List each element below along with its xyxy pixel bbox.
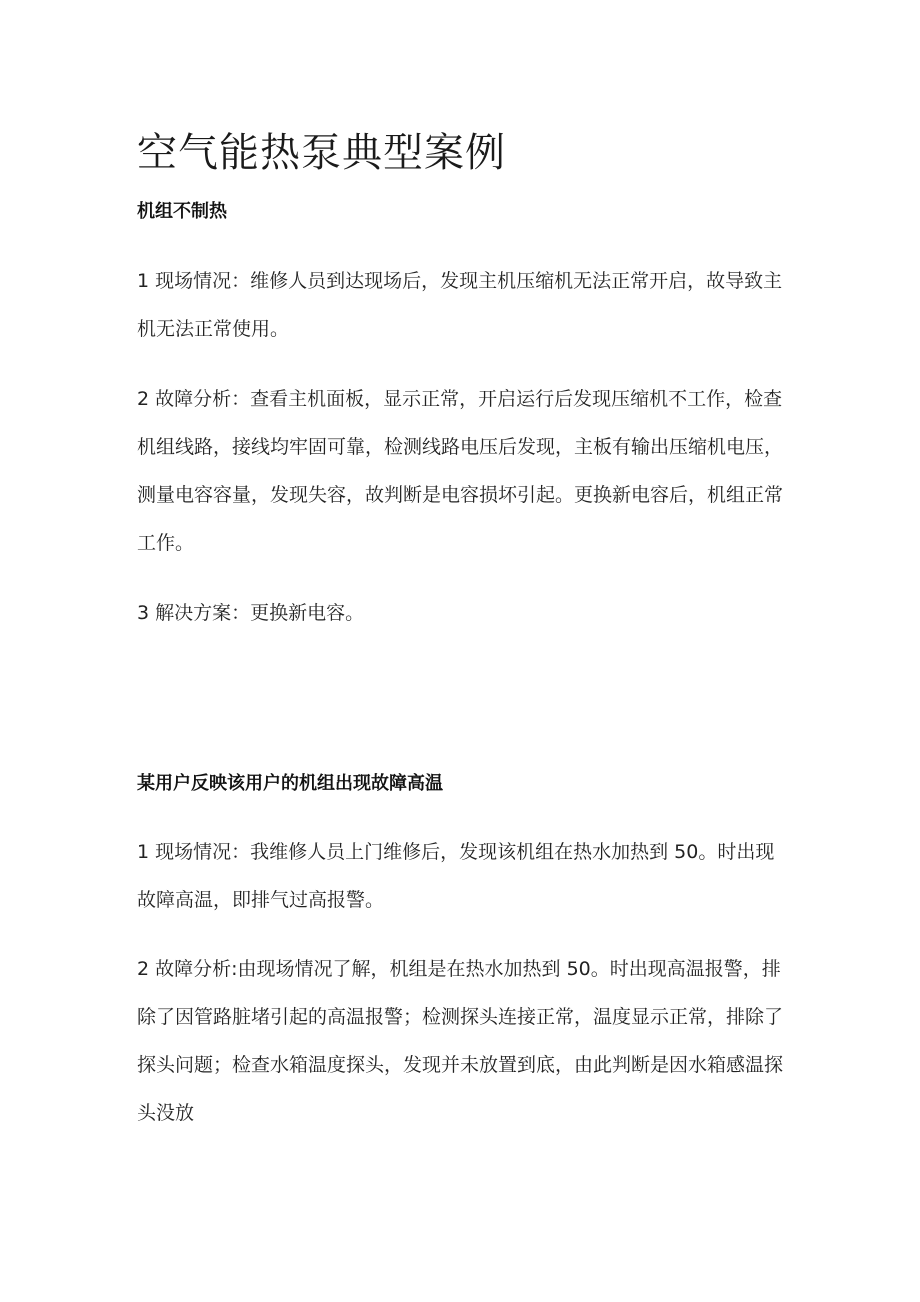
case1-heading: 机组不制热 (137, 201, 227, 222)
case1-paragraph-site-situation: 1 现场情况：维修人员到达现场后，发现主机压缩机无法正常开启，故导致主机无法正常使用。 (137, 270, 783, 340)
case1-paragraph-solution: 3 解决方案：更换新电容。 (137, 602, 365, 624)
case2-heading: 某用户反映该用户的机组出现故障高温 (137, 773, 443, 794)
case1-paragraph-fault-analysis: 2 故障分析：查看主机面板，显示正常，开启运行后发现压缩机不工作，检查机组线路，接线均牢固可靠，检测线路电压后发现，主板有输出压缩机电压，测量电容容量，发现失容，故判断是电容损坏引起。更换新电容后，机组正常工作。 (137, 388, 784, 554)
case2-paragraph-fault-analysis: 2 故障分析:由现场情况了解，机组是在热水加热到 50。时出现高温报警，排除了因管路脏堵引起的高温报警；检测探头连接正常，温度显示正常，排除了探头问题；检查水箱温度探头，发现并未放置到底，由此判断是因水箱感温探头没放 (137, 958, 784, 1124)
case2-paragraph-site-situation: 1 现场情况：我维修人员上门维修后，发现该机组在热水加热到 50。时出现故障高温，即排气过高报警。 (137, 841, 775, 911)
page-title: 空气能热泵典型案例 (137, 130, 506, 176)
